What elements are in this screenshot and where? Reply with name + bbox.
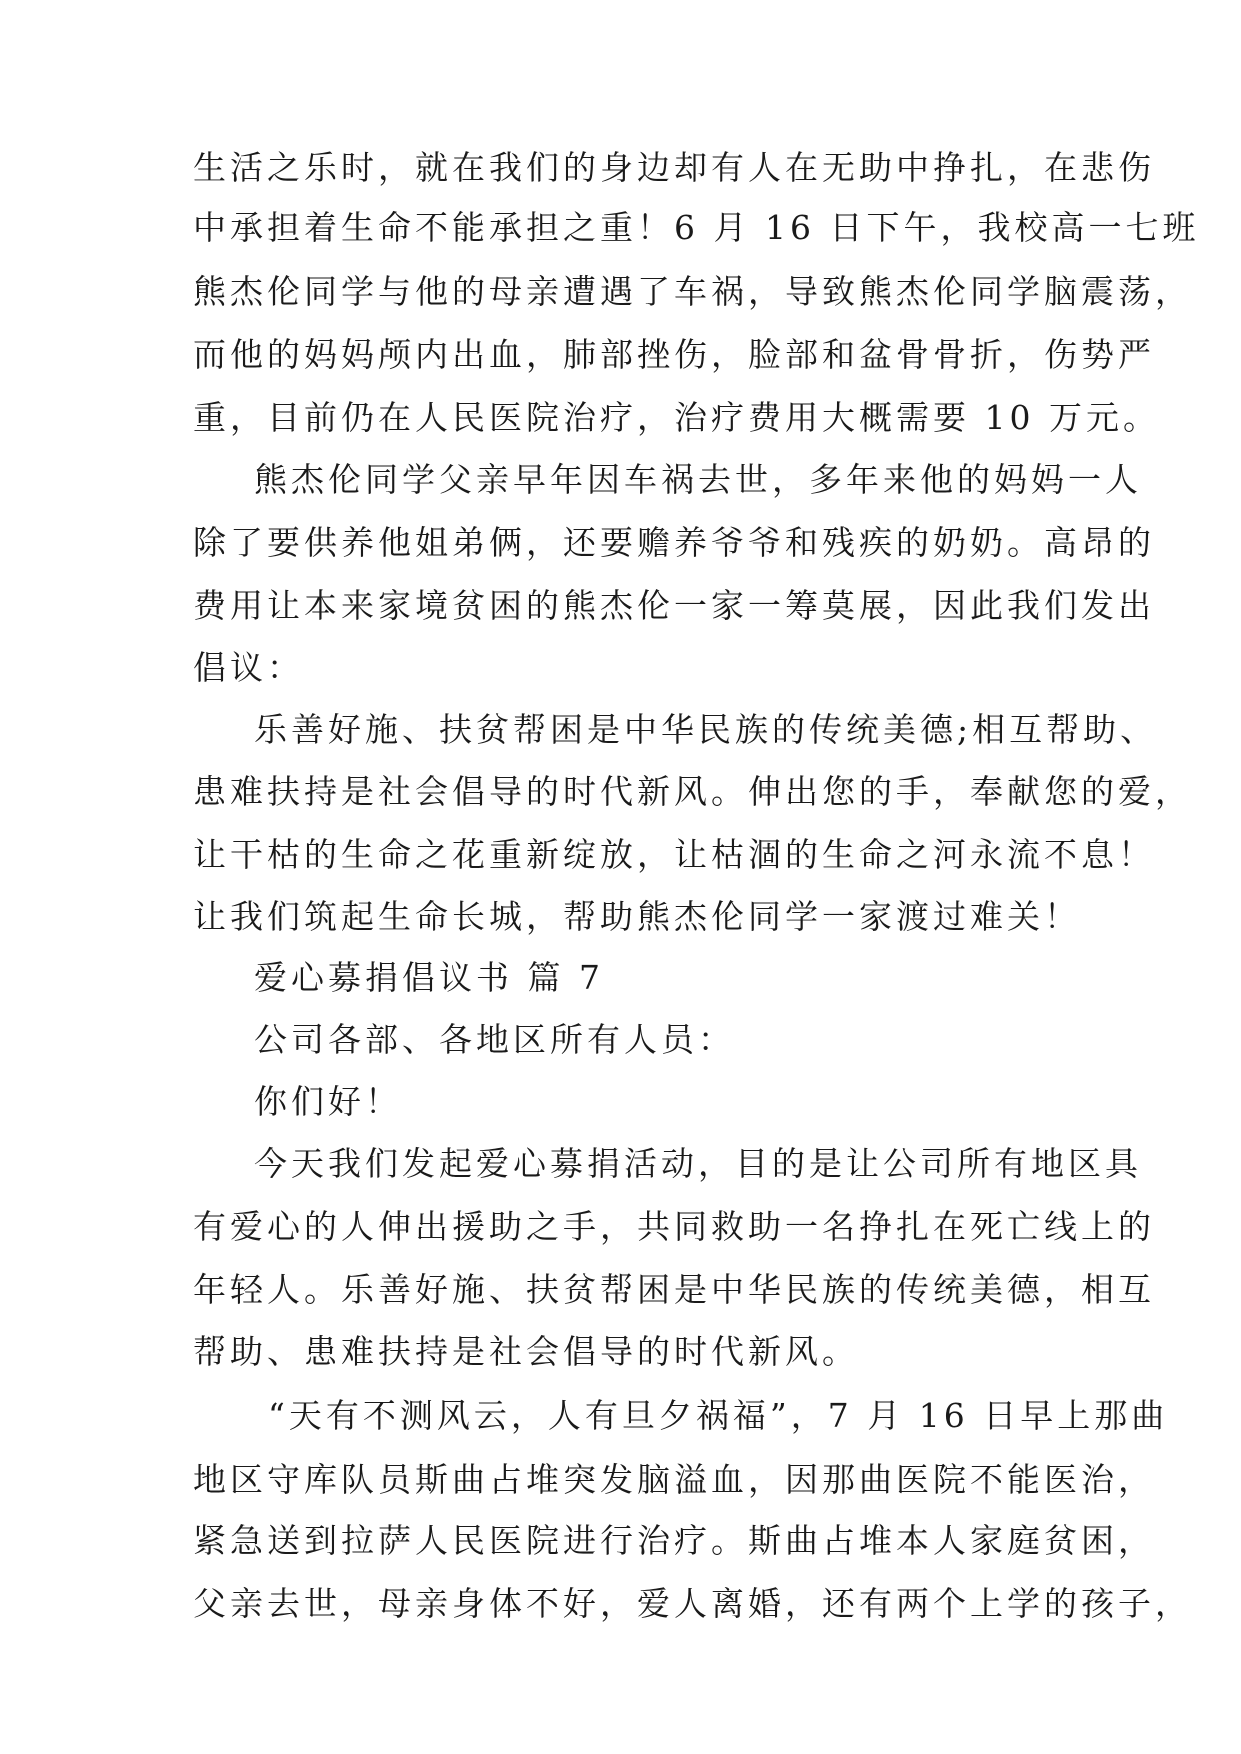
text-line: 除了要供养他姐弟俩，还要赡养爷爷和残疾的奶奶。高昂的: [193, 523, 1155, 562]
text-line: 让干枯的生命之花重新绽放，让枯涸的生命之河永流不息！: [193, 835, 1155, 874]
text-line: 紧急送到拉萨人民医院进行治疗。斯曲占堆本人家庭贫困，: [193, 1521, 1155, 1560]
text-line: 而他的妈妈颅内出血，肺部挫伤，脸部和盆骨骨折，伤势严: [193, 335, 1155, 374]
text-line: 费用让本来家境贫困的熊杰伦一家一筹莫展，因此我们发出: [193, 586, 1155, 625]
text-line: 生活之乐时，就在我们的身边却有人在无助中挣扎，在悲伤: [193, 148, 1155, 187]
text-line: 年轻人。乐善好施、扶贫帮困是中华民族的传统美德，相互: [193, 1270, 1155, 1309]
text-line: 父亲去世，母亲身体不好，爱人离婚，还有两个上学的孩子，: [193, 1584, 1192, 1623]
text-line: 重，目前仍在人民医院治疗，治疗费用大概需要 10 万元。: [193, 398, 1160, 437]
text-line: 有爱心的人伸出援助之手，共同救助一名挣扎在死亡线上的: [193, 1207, 1155, 1246]
paragraph-first-line: “天有不测风云，人有旦夕祸福”，7 月 16 日早上那曲: [268, 1396, 1169, 1435]
section-title: 爱心募捐倡议书 篇 7: [254, 958, 604, 997]
text-line: 患难扶持是社会倡导的时代新风。伸出您的手，奉献您的爱，: [193, 772, 1192, 811]
paragraph-first-line: 熊杰伦同学父亲早年因车祸去世，多年来他的妈妈一人: [254, 460, 1142, 499]
paragraph-first-line: 乐善好施、扶贫帮困是中华民族的传统美德;相互帮助、: [254, 710, 1158, 749]
text-line: 让我们筑起生命长城，帮助熊杰伦同学一家渡过难关！: [193, 897, 1081, 936]
text-line: 中承担着生命不能承担之重！6 月 16 日下午，我校高一七班: [193, 208, 1200, 247]
text-line: 地区守库队员斯曲占堆突发脑溢血，因那曲医院不能医治，: [193, 1460, 1155, 1499]
salutation: 公司各部、各地区所有人员：: [254, 1020, 735, 1059]
text-line: 熊杰伦同学与他的母亲遭遇了车祸，导致熊杰伦同学脑震荡，: [193, 272, 1192, 311]
greeting: 你们好！: [254, 1082, 402, 1121]
text-line: 倡议：: [193, 648, 304, 687]
text-line: 帮助、患难扶持是社会倡导的时代新风。: [193, 1332, 859, 1371]
paragraph-first-line: 今天我们发起爱心募捐活动，目的是让公司所有地区具: [254, 1144, 1142, 1183]
